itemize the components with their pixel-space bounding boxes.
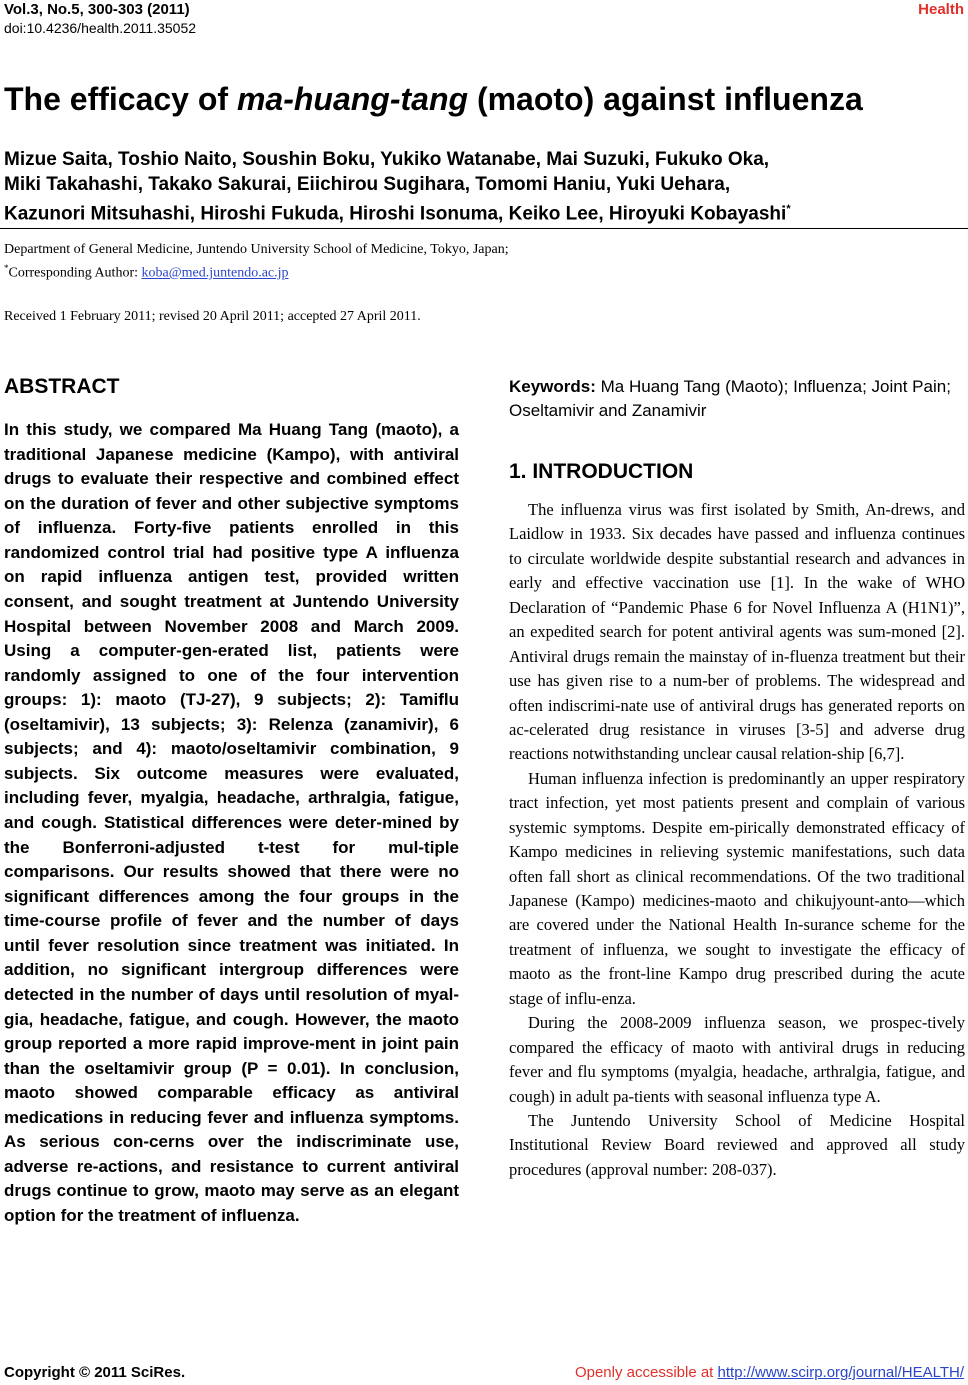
paragraph: Human influenza infection is predominantly an upper respiratory tract infection, yet most patients present and complain of various systemic symptoms. Despite em-pirically demonstrated efficacy of Kampo medicines in relieving systemic manifestations, such data often fall short as clinical recommendations. Of the two traditional Japanese (Kampo) medicines-maoto and chikujyount-anto—which are covered under the National Health In-surance scheme for the treatment of influenza, we sought to investigate the efficacy of maoto as the front-line Kampo drug prescribed during the acute stage of influ-enza. xyxy=(509,768,965,1008)
journal-link[interactable]: http://www.scirp.org/journal/HEALTH/ xyxy=(717,1364,964,1381)
abstract-heading: ABSTRACT xyxy=(4,375,120,398)
corresponding-mark: * xyxy=(4,263,9,273)
author-line: Miki Takahashi, Takako Sakurai, Eiichirou Sugihara, Tomomi Haniu, Yuki Uehara, xyxy=(4,174,731,195)
access-text: Openly accessible at xyxy=(574,1364,718,1381)
keywords-text: Ma Huang Tang (Maoto); Influenza; Joint Pain; Oseltamivir and Zanamivir xyxy=(509,377,951,420)
email-link[interactable]: koba@med.juntendo.ac.jp xyxy=(141,265,289,281)
introduction-heading: 1. INTRODUCTION xyxy=(509,460,694,483)
corresponding-mark: * xyxy=(786,203,791,215)
copyright: Copyright © 2011 SciRes. xyxy=(4,1364,186,1381)
title-suffix: (maoto) against influenza xyxy=(468,81,863,117)
received-dates: Received 1 February 2011; revised 20 April 2011; accepted 27 April 2011. xyxy=(4,309,421,324)
introduction-body xyxy=(509,498,965,1182)
author-line: Mizue Saita, Toshio Naito, Soushin Boku, Yukiko Watanabe, Mai Suzuki, Fukuko Oka, xyxy=(4,149,770,170)
doi: doi:10.4236/health.2011.35052 xyxy=(4,20,197,36)
keywords xyxy=(509,375,964,423)
title-italic: ma-huang-tang xyxy=(236,81,469,117)
paragraph: The Juntendo University School of Medicine Hospital Institutional Review Board reviewed and approved all study procedures (approval number: 208-037). xyxy=(509,1110,965,1179)
author-list xyxy=(4,147,964,226)
corresponding-label: Corresponding Author: xyxy=(8,265,142,281)
access-note xyxy=(575,1364,964,1381)
paragraph: During the 2008-2009 influenza season, we prospec-tively compared the efficacy of maoto with antiviral drugs in reducing fever and flu symptoms (myalgia, headache, arthralgia, fatigue, and cough) in adult pa-tients with seasonal influenza type A. xyxy=(509,1013,965,1106)
corresponding-author xyxy=(4,263,289,282)
abstract-text: In this study, we compared Ma Huang Tang (maoto), a traditional Japanese medicine (Kampo), with antiviral drugs to evaluate their respective and combined effect on the duration of fever and other subjective symptoms of influenza. Forty-five patients enrolled in this randomized control trial had positive type A influenza on rapid influenza antigen test, provided written consent, and sought treatment at Juntendo University Hospital between November 2008 and March 2009. Using a computer-gen-erated list, patients were randomly assigned to one of the four intervention groups: 1): maoto (TJ-27), 9 subjects; 2): Tamiflu (oseltamivir), 13 subjects; 3): Relenza (zanamivir), 6 subjects; and 4): maoto/oseltamivir combination, 9 subjects. Six outcome measures were evaluated, including fever, myalgia, headache, arthralgia, fatigue, and cough. Statistical differences were deter-mined by the Bonferroni-adjusted t-test for mul-tiple comparisons. Our results showed that there were no significant differences among the four groups in the time-course profile of fever and the number of days until fever resolution since treatment was initiated. In addition, no significant intergroup differences were detected in the number of days until resolution of myal-gia, headache, fatigue, and cough. However, the maoto group reported a more rapid improve-ment in joint pain than the oseltamivir group (P = 0.01). In conclusion, maoto showed comparable efficacy as antiviral medications in reducing fever and influenza symptoms. As serious con-cerns over the indiscriminate use, adverse re-actions, and resistance to current antiviral drugs continue to grow, maoto may serve as an elegant option for the treatment of influenza. xyxy=(4,420,459,1225)
journal-category: Health xyxy=(918,1,964,18)
paper-title xyxy=(4,80,968,118)
author-line-text: Kazunori Mitsuhashi, Hiroshi Fukuda, Hiroshi Isonuma, Keiko Lee, Hiroyuki Kobayashi xyxy=(4,203,787,225)
header-divider xyxy=(0,228,968,229)
author-line xyxy=(4,197,964,226)
paragraph: The influenza virus was first isolated by Smith, An-drews, and Laidlow in 1933. Six decades have passed and influenza continues to circulate worldwide despite substantial research and advances in early and effective vaccination use [1]. In the wake of WHO Declaration of “Pandemic Phase 6 for Novel Influenza A (H1N1)”, an expedited search for potent antiviral agents was sum-moned [2]. Antiviral drugs remain the mainstay of in-fluenza treatment but their use has given rise to a num-ber of problems. The widespread and often indiscrimi-nate use of antiviral drugs has generated reports on ac-celerated drug resistance in viruses [3-5] and adverse drug reactions notwithstanding unclear causal relation-ship [6,7]. xyxy=(509,500,965,764)
affiliation: Department of General Medicine, Juntendo University School of Medicine, Tokyo, Japan; xyxy=(4,242,509,257)
keywords-label: Keywords: xyxy=(509,377,596,396)
volume-info: Vol.3, No.5, 300-303 (2011) xyxy=(4,1,190,18)
title-prefix: The efficacy of xyxy=(4,81,237,117)
